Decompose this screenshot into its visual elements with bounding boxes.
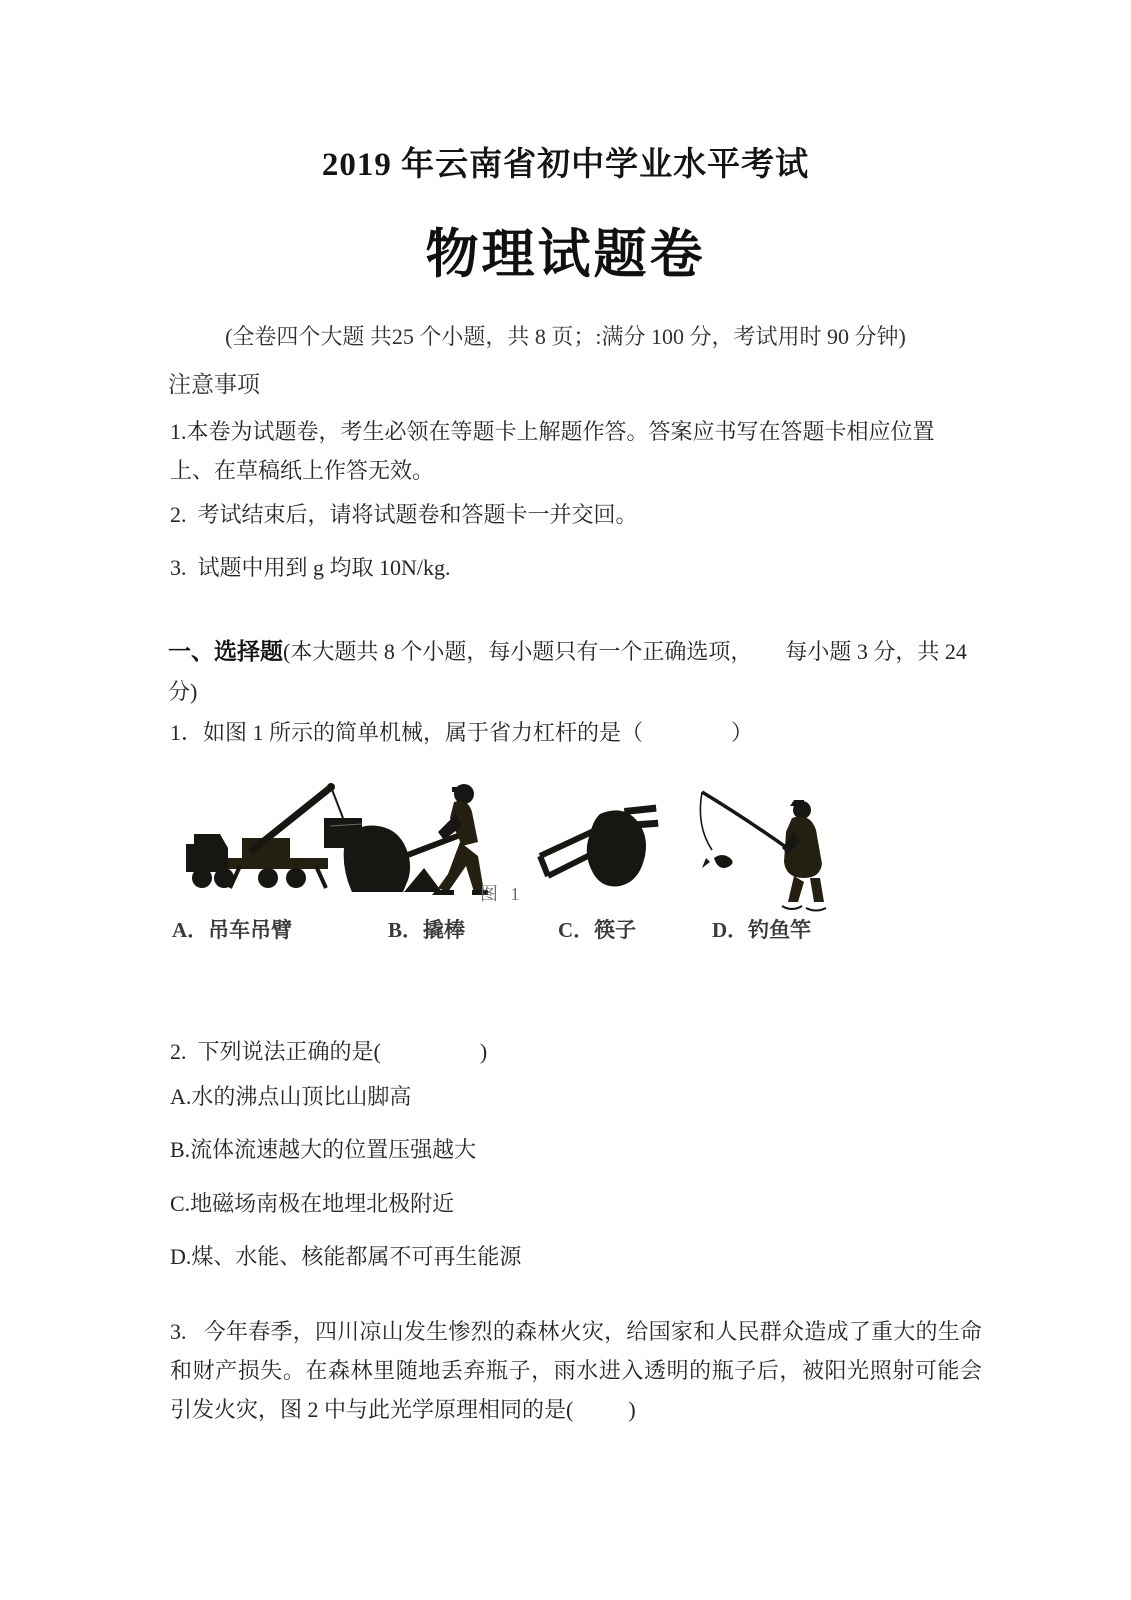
question-1-text: 1．如图 1 所示的简单机械，属于省力杠杆的是（ ） [170,720,754,745]
q2-option-d: D.煤、水能、核能都属不可再生能源 [170,1244,522,1269]
notice-item-2: 2. 考试结束后，请将试题卷和答题卡一并交回。 [170,502,638,527]
q2-option-b: B.流体流速越大的位置压强越大 [170,1137,477,1162]
exam-title: 2019 年云南省初中学业水平考试 [321,147,810,183]
q1-option-c-label: C．筷子 [558,918,637,942]
section1-heading-title: 一、选择题 [168,639,283,664]
section1-heading-detail: (本大题共 8 个小题，每小题只有一个正确选项， 每小题 3 分，共 24 分) [168,639,973,704]
exam-meta-line: (全卷四个大题 共25 个小题，共 8 页；:满分 100 分，考试用时 90 分钟) [225,324,906,349]
notice-item-3: 3. 试题中用到 g 均取 10N/kg. [170,555,451,580]
figure-1 [170,770,982,955]
section1-heading [168,632,980,712]
chopsticks-illustration [534,798,659,893]
q2-option-c: C.地磁场南极在地埋北极附近 [170,1191,455,1216]
q1-option-d-label: D．钓鱼竿 [712,918,812,942]
question-3-text: 3. 今年春季，四川凉山发生惨烈的森林火灾，给国家和人民群众造成了重大的生命和财产损失。在森林里随地丢弃瓶子，雨水进入透明的瓶子后，被阳光照射可能会引发火灾，图 2 中与此光学原理相同的是( ) [170,1319,982,1422]
subject-title: 物理试题卷 [425,226,706,284]
fishing-rod-illustration [690,776,850,916]
q1-option-a-label: A．吊车吊臂 [172,918,293,942]
notice-heading: 注意事项 [168,372,260,397]
question-2-text: 2. 下列说法正确的是( ) [170,1039,488,1064]
notice-item-1: 1.本卷为试题卷，考生必领在等题卡上解题作答。答案应书写在答题卡相应位置上、在草稿纸上作答无效。 [170,419,935,483]
q1-option-b-label: B．撬棒 [388,918,466,942]
figure-1-caption: 图 1 [480,884,524,904]
q2-option-a: A.水的沸点山顶比山脚高 [170,1084,412,1109]
